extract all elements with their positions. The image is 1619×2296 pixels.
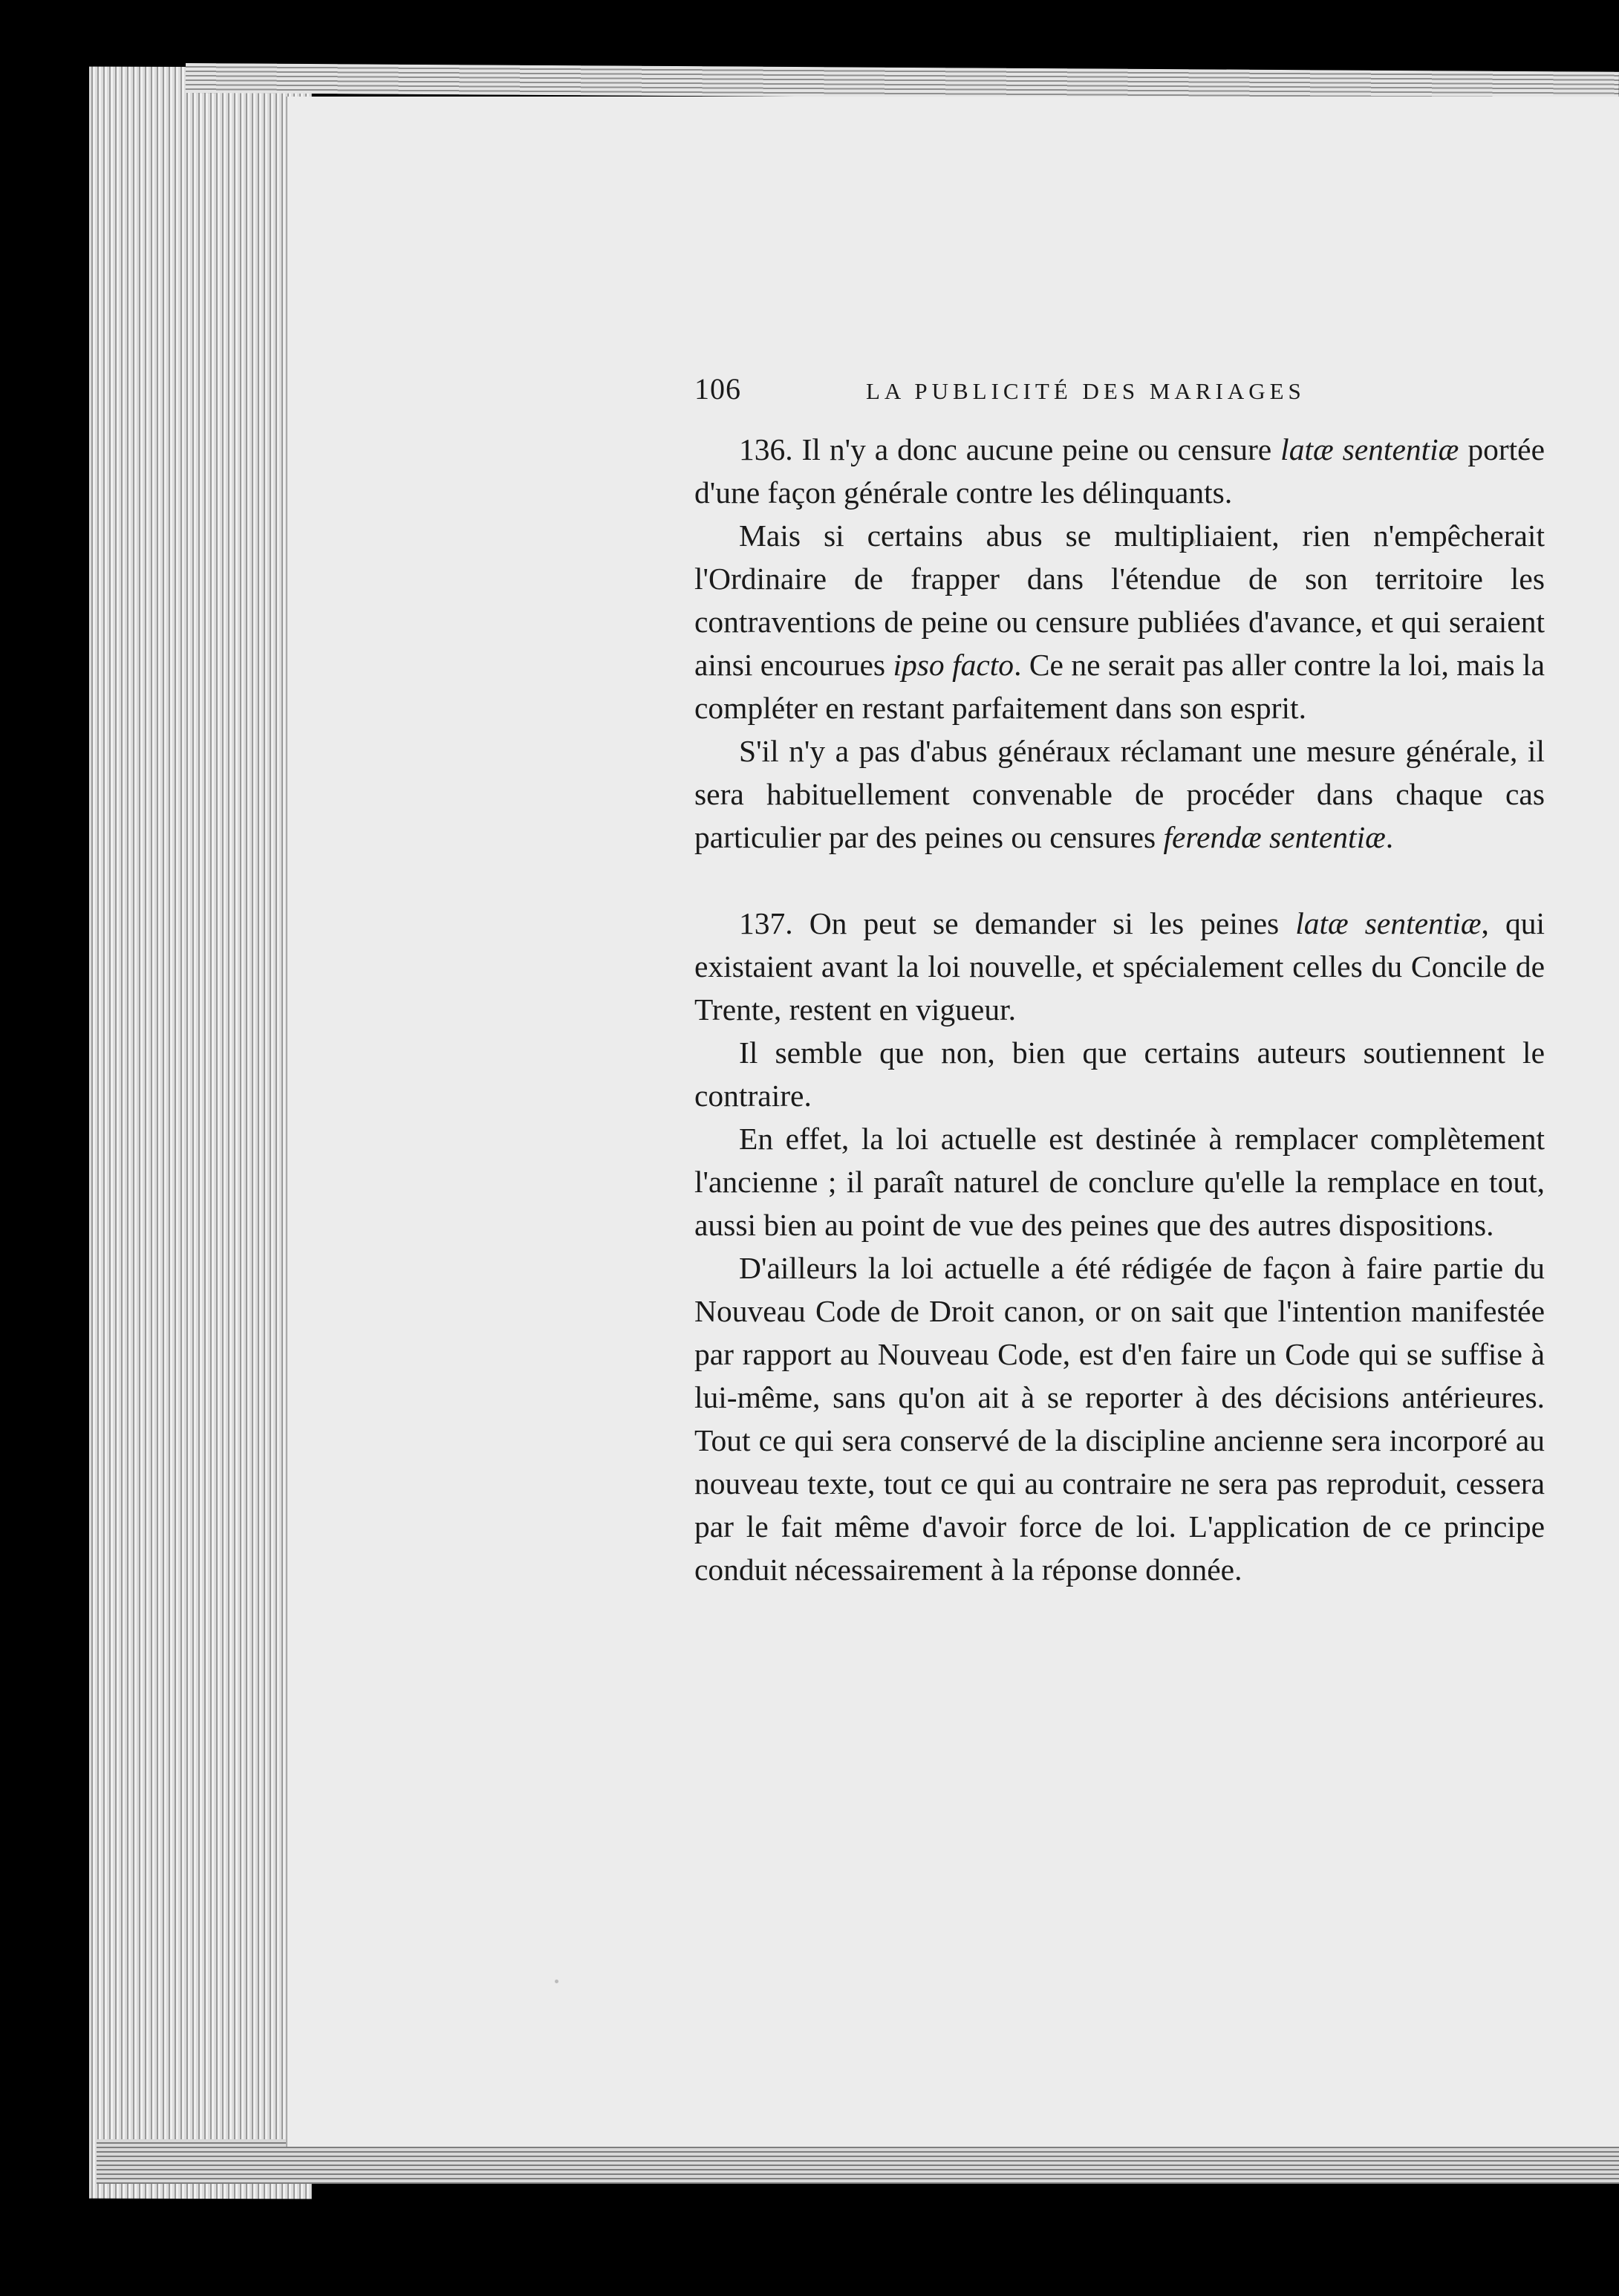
paragraph-text: S'il n'y a pas d'abus généraux réclamant une mesure générale, il sera habituellement convenable de procéder dans chaque cas particulier par des peines ou censures (694, 734, 1545, 854)
paragraph-text: Mais si certains abus se multipliaient, rien n'empêcherait l'Ordinaire de frapper dans l'étendue de son territoire les contraventions de peine ou censure publiées d'avance, et qui seraient ainsi encourues (694, 518, 1545, 682)
paragraph-136-1 (694, 428, 1545, 514)
paragraph-136-3 (694, 729, 1545, 859)
paragraph-text: On peut se demander si les peines (809, 906, 1296, 940)
paragraph-text: . (1385, 820, 1394, 854)
paragraph-137-3: En effet, la loi actuelle est destinée à remplacer complètement l'ancienne ; il paraît naturel de conclure qu'elle la remplace en tout, aussi bien au point de vue des peines que des autres dispositions. (694, 1122, 1545, 1242)
running-head (694, 368, 1545, 413)
paragraph-text: . Ce ne serait pas aller contre la loi, mais la compléter en restant parfaitement dans son esprit. (694, 648, 1545, 725)
running-head-title: LA PUBLICITÉ DES MARIAGES (866, 378, 1306, 404)
paragraph-text: , qui existaient avant la loi nouvelle, et spécialement celles du Concile de Trente, restent en vigueur. (694, 906, 1545, 1027)
section-number: 136. (739, 432, 793, 466)
latin-term: ferendæ sententiæ (1163, 820, 1386, 854)
latin-term: ipso facto (893, 648, 1014, 682)
latin-term: latæ sententiæ (1280, 432, 1459, 466)
page-text (694, 368, 1545, 1591)
section-gap (694, 859, 1545, 902)
paragraph-text: portée d'une façon générale contre les délinquants. (694, 432, 1545, 510)
page-number: 106 (694, 372, 741, 406)
paragraph-136-2 (694, 514, 1545, 729)
paragraph-137-1 (694, 902, 1545, 1031)
paragraph-137-4: D'ailleurs la loi actuelle a été rédigée de façon à faire partie du Nouveau Code de Droit canon, or on sait que l'intention manifestée par rapport au Nouveau Code, est d'en faire un Code qui se suffise à lui-même, sans qu'on ait à se reporter à des décisions antérieures. Tout ce qui sera conservé de la discipline ancienne sera incorporé au nouveau texte, tout ce qui au contraire ne sera pas reproduit, cessera par le fait même d'avoir force de loi. L'application de ce principe conduit nécessairement à la réponse donnée. (694, 1251, 1545, 1587)
latin-term: latæ sententiæ (1295, 906, 1482, 940)
paragraph-text: Il n'y a donc aucune peine ou censure (801, 432, 1281, 466)
page-speck (555, 1980, 558, 1983)
section-number: 137. (739, 906, 793, 940)
book-page-edges (89, 67, 312, 2199)
paragraph-137-2: Il semble que non, bien que certains auteurs soutiennent le contraire. (694, 1035, 1545, 1113)
